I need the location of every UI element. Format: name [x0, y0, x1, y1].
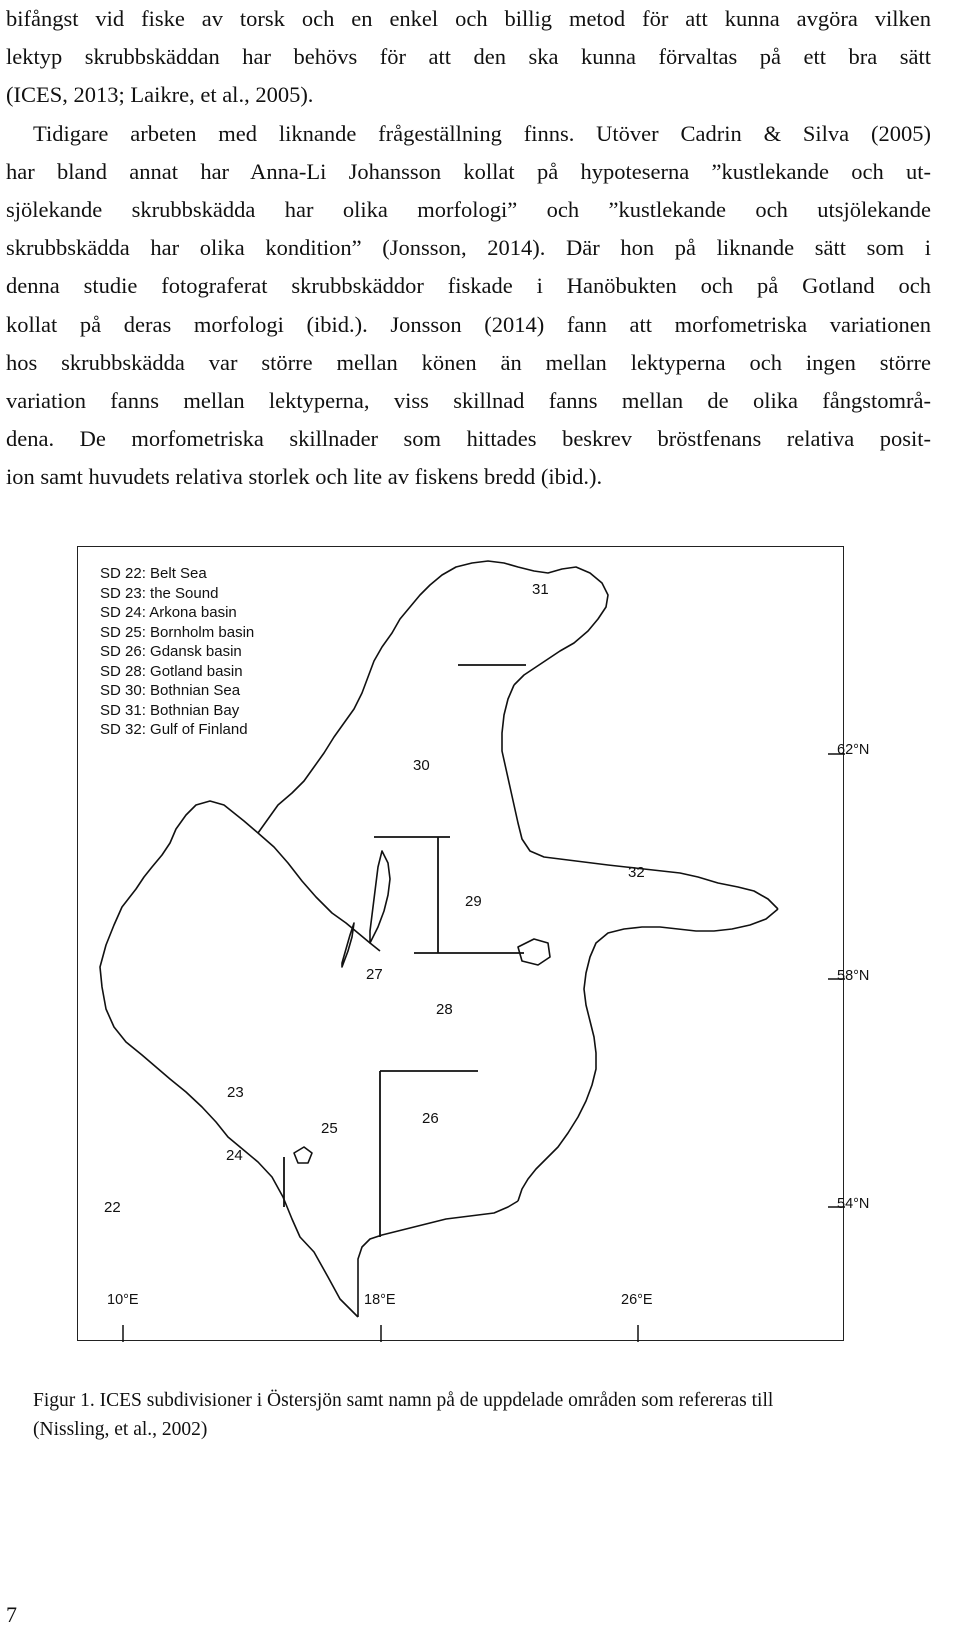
lon-label-18: 18°E [364, 1292, 396, 1308]
coastline-gulf-south [518, 909, 778, 1201]
lat-label-62: 62°N [837, 742, 870, 758]
sd-label-23: 23 [227, 1084, 244, 1101]
lon-label-26: 26°E [621, 1292, 653, 1308]
text-line: bifångst vid fiske av torsk och en enkel och billig metod för att kunna avgöra vilken [6, 6, 931, 31]
text-line: skrubbskädda har olika kondition” (Jonsson, 2014). Där hon på liknande sätt som i [6, 235, 931, 261]
baltic-sea-map-figure [77, 546, 957, 1356]
text-line: lektyp skrubbskäddan har behövs för att den ska kunna förvaltas på ett bra sätt [6, 44, 931, 70]
legend-item: SD 31: Bothnian Bay [100, 701, 240, 719]
sd-label-29: 29 [465, 893, 482, 910]
text-line: (ICES, 2013; Laikre, et al., 2005). [6, 82, 314, 108]
map-legend [100, 564, 254, 740]
lat-label-58: 58°N [837, 968, 870, 984]
coastline-west [100, 801, 380, 1317]
body-paragraph [6, 0, 931, 496]
map-frame [77, 546, 844, 1341]
legend-item: SD 22: Belt Sea [100, 565, 207, 582]
sd-label-30: 30 [413, 757, 430, 774]
legend-item: SD 24: Arkona basin [100, 604, 237, 621]
legend-item: SD 28: Gotland basin [100, 662, 243, 680]
legend-item: SD 32: Gulf of Finland [100, 721, 248, 738]
oland-island [342, 923, 354, 967]
text-line: denna studie fotograferat skrubbskäddor fiskade i Hanöbukten och på Gotland och [6, 273, 931, 299]
text-line: kollat på deras morfologi (ibid.). Jonsson (2014) fann att morfometriska variationen [6, 311, 931, 337]
caption-line-1: Figur 1. ICES subdivisioner i Östersjön samt namn på de uppdelade områden som refereras till [33, 1390, 774, 1411]
text-line: variation fanns mellan lektyperna, viss skillnad fanns mellan de olika fångstområ- [6, 387, 931, 413]
figure-caption [33, 1386, 955, 1444]
lat-label-54: 54°N [837, 1196, 870, 1212]
text-line: Tidigare arbeten med liknande frågeställning finns. Utöver Cadrin & Silva (2005) [33, 120, 931, 146]
sd-label-27: 27 [366, 966, 383, 983]
text-line: dena. De morfometriska skillnader som hittades beskrev bröstfenans relativa posit- [6, 426, 931, 452]
legend-item: SD 23: the Sound [100, 584, 219, 602]
saaremaa-island [518, 939, 550, 965]
sd-label-31: 31 [532, 581, 549, 598]
text-line: ion samt huvudets relativa storlek och lite av fiskens bredd (ibid.). [6, 464, 603, 490]
text-line: sjölekande skrubbskädda har olika morfologi” och ”kustlekande och utsjölekande [6, 196, 931, 222]
legend-item: SD 26: Gdansk basin [100, 643, 242, 660]
lon-label-10: 10°E [107, 1292, 139, 1308]
page-number: 7 [6, 1602, 17, 1627]
legend-item: SD 30: Bothnian Sea [100, 682, 241, 699]
sd-label-32: 32 [628, 864, 645, 881]
sd-label-28: 28 [436, 1001, 453, 1018]
gotland-island [370, 851, 390, 943]
text-line: har bland annat har Anna-Li Johansson kollat på hypoteserna ”kustlekande och ut- [6, 158, 931, 184]
text-line: hos skrubbskädda var större mellan könen än mellan lektyperna och ingen större [6, 349, 931, 375]
sd-label-26: 26 [422, 1110, 439, 1127]
coastline-sweden-east [258, 561, 608, 833]
legend-item: SD 25: Bornholm basin [100, 623, 255, 641]
sd-label-24: 24 [226, 1147, 243, 1164]
sd-label-22: 22 [104, 1199, 121, 1216]
caption-line-2: (Nissling, et al., 2002) [33, 1419, 208, 1440]
bornholm-island [294, 1147, 312, 1163]
sd-label-25: 25 [321, 1120, 338, 1137]
